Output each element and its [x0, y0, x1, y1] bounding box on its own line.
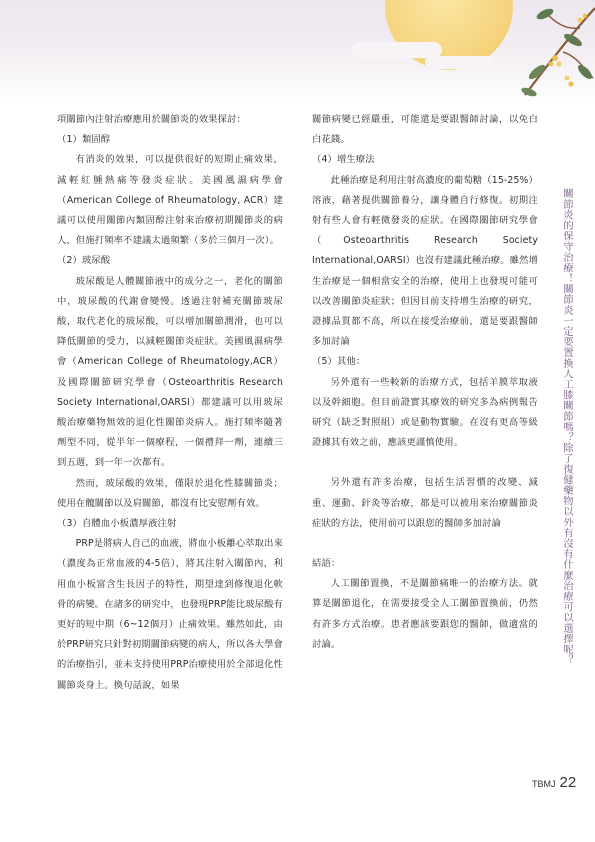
- heading-prp: （3）自體血小板濃厚液注射: [57, 518, 177, 530]
- paragraph-prolotherapy: 此種治療是利用注射高濃度的葡萄糖（15-25%）溶液，藉著提供關節養分，讓身體自行修復。初期注射有些人會有輕微發炎的症狀。在國際關節研究學會（Osteoarthritis Research Society International,OARSI）也沒有建議此種治療。雖然增生治療是一個相當安全的治療，使用上也發現可能可以改善關節炎症狀；但因目前支持增生治療的研究，證據品質都不高，所以在接受治療前，還是要跟醫師多加討論: [312, 174, 539, 348]
- header-illustration: [0, 0, 595, 105]
- heading-hyaluronic-acid: （2）玻尿酸: [57, 255, 111, 267]
- paragraph-corticosteroid: 有消炎的效果，可以提供很好的短期止痛效果，減輕紅腫熱痛等發炎症狀。美國風濕病學會（American College of Rheumatology, ACR）建議可以使用關節內類固醇注射來治療初期關節炎的病人，但施打頻率不建議太過頻繁（多於三個月一次）。: [57, 154, 283, 247]
- paragraph-intro: 項關節內注射治療應用於關節炎的效果探討：: [57, 114, 246, 125]
- right-column: [312, 110, 538, 655]
- paragraph-hyaluronic-acid: 玻尿酸是人體關節液中的成分之一，老化的關節中，玻尿酸的代謝會變慢。透過注射補充關節玻尿酸，取代老化的玻尿酸，可以增加關節潤滑，也可以降低關節的受力，以減輕關節炎症狀。美國風濕病學會（American College of Rheumatology,ACR）及國際關節研究學會（Osteoarthritis Research Society International,OARSI）都建議可以用玻尿酸治療藥物無效的退化性關節炎病人。施打頻率隨著劑型不同，從半年一個療程，一個禮拜一劑，連續三到五週，到一年一次都有。: [57, 275, 283, 469]
- page-number: 22: [559, 774, 577, 791]
- page-footer: [532, 774, 576, 791]
- paragraph-gap: [312, 453, 538, 473]
- paragraph-prp-continued: 關節病變已經嚴重，可能還是要跟醫師討論，以免白白花錢。: [312, 114, 538, 146]
- paragraph-gap: [312, 534, 538, 554]
- heading-conclusion: 結語：: [312, 558, 341, 570]
- journal-name: TBMJ: [532, 779, 556, 789]
- paragraph-other: 另外還有一些較新的治療方式，包括羊膜萃取液以及幹細胞。但目前證實其療效的研究多為病例報告研究（缺乏對照組）或是動物實驗。在沒有更高等級證據其有效之前，應該更謹慎使用。: [312, 376, 538, 449]
- heading-corticosteroid: （1）類固醇: [57, 134, 111, 146]
- paragraph-hyaluronic-limits: 然而，玻尿酸的效果，僅限於退化性膝關節炎；使用在髖關節以及肩關節，都沒有比安慰劑有效。: [57, 477, 283, 509]
- left-column: [57, 110, 283, 696]
- flower-branch-illustration: [485, 0, 595, 105]
- heading-prolotherapy: （4）增生療法: [312, 154, 375, 166]
- paragraph-conclusion: 人工關節置換，不是關節痛唯一的治療方法。就算是關節退化，在需要接受全人工關節置換前，仍然有許多方式治療。患者應該要跟您的醫師，做適當的討論。: [312, 578, 538, 650]
- paragraph-lifestyle: 另外還有許多治療，包括生活習慣的改變、減重、運動、針灸等治療，都是可以被用來治療關節炎症狀的方法，使用前可以跟您的醫師多加討論: [312, 477, 538, 529]
- paragraph-prp: PRP是將病人自己的血液，將血小板離心萃取出來（濃度為正常血液的4-5倍），將其注射入關節內，利用血小板富含生長因子的特性，期望達到修復退化軟骨的病變。在諸多的研究中，也發現PRP能比玻尿酸有更好的短中期（6~12個月）止痛效果。雖然如此，由於PRP研究只針對初期關節病變的病人，所以各大學會的治療指引，並未支持使用PRP治療使用於全部退化性關節炎身上。換句話說，如果: [57, 538, 283, 691]
- heading-other: （5）其他：: [312, 356, 366, 368]
- vertical-article-title: 關節炎的保守治療！關節炎一定要置換人工膝關節嗎？除了復健藥物以外有沒有什麼治療可以選擇呢？: [561, 188, 573, 665]
